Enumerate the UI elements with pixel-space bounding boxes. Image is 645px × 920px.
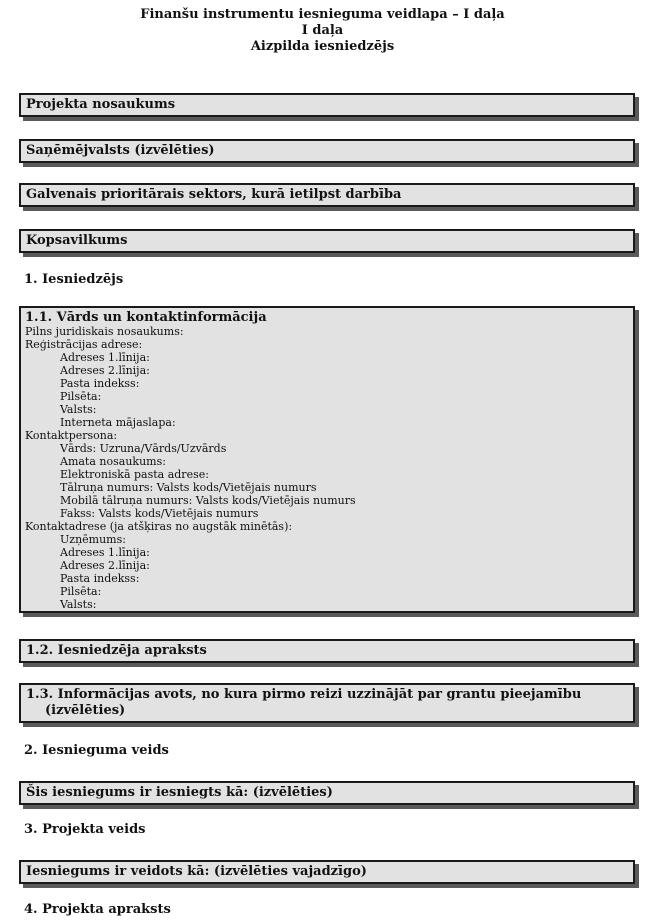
- contact-info-line: Pilsēta:: [60, 585, 102, 598]
- contact-info-line: Mobilā tālruņa numurs: Valsts kods/Vietējais numurs: [60, 494, 356, 507]
- contact-info-title: 1.1. Vārds un kontaktinformācija: [25, 310, 267, 325]
- contact-info-line: Adreses 1.līnija:: [60, 546, 150, 559]
- contact-info-line: Pasta indekss:: [60, 377, 140, 390]
- contact-info-box[interactable]: [19, 306, 635, 613]
- contact-info-line: Pilsēta:: [60, 390, 102, 403]
- contact-info-line: Kontaktadrese (ja atšķiras no augstāk minētās):: [25, 520, 293, 533]
- submitted-as-label: Šis iesniegums ir iesniegts kā: (izvēlēties): [26, 785, 333, 800]
- summary-label: Kopsavilkums: [26, 233, 128, 248]
- section-project-type-heading: 3. Projekta veids: [24, 822, 146, 837]
- submitted-as-select[interactable]: [19, 781, 635, 805]
- contact-info-line: Pasta indekss:: [60, 572, 140, 585]
- contact-info-line: Pilns juridiskais nosaukums:: [25, 325, 184, 338]
- applicant-description-field[interactable]: [19, 639, 635, 663]
- contact-info-line: Fakss: Valsts kods/Vietējais numurs: [60, 507, 259, 520]
- contact-info-line: Uzņēmums:: [60, 533, 126, 546]
- section-project-description-heading: 4. Projekta apraksts: [24, 902, 171, 917]
- contact-info-line: Adreses 1.līnija:: [60, 351, 150, 364]
- project-name-label: Projekta nosaukums: [26, 97, 176, 112]
- contact-info-line: Tālruņa numurs: Valsts kods/Vietējais numurs: [60, 481, 317, 494]
- form-header: [0, 0, 645, 55]
- info-source-field[interactable]: [19, 683, 635, 723]
- contact-info-line: Valsts:: [60, 598, 97, 611]
- contact-info-line: Vārds: Uzruna/Vārds/Uzvārds: [60, 442, 227, 455]
- contact-info-line: Amata nosaukums:: [60, 455, 166, 468]
- recipient-country-label: Saņēmējvalsts (izvēlēties): [26, 143, 215, 158]
- project-name-field[interactable]: [19, 93, 635, 117]
- contact-info-line: Interneta mājaslapa:: [60, 416, 176, 429]
- contact-info-line: Elektroniskā pasta adrese:: [60, 468, 209, 481]
- priority-sector-field[interactable]: [19, 183, 635, 207]
- recipient-country-field[interactable]: [19, 139, 635, 163]
- info-source-select-hint: (izvēlēties): [45, 703, 126, 718]
- applicant-description-label: 1.2. Iesniedzēja apraksts: [26, 643, 207, 658]
- contact-info-line: Adreses 2.līnija:: [60, 364, 150, 377]
- contact-info-lines: [25, 325, 629, 611]
- contact-info-line: Valsts:: [60, 403, 97, 416]
- created-as-select[interactable]: [19, 860, 635, 884]
- form-part: I daļa: [301, 23, 344, 38]
- contact-info-line: Kontaktpersona:: [25, 429, 118, 442]
- priority-sector-label: Galvenais prioritārais sektors, kurā ietilpst darbība: [26, 187, 402, 202]
- section-application-type-heading: 2. Iesnieguma veids: [24, 743, 169, 758]
- contact-info-line: Reģistrācijas adrese:: [25, 338, 143, 351]
- info-source-label: 1.3. Informācijas avots, no kura pirmo reizi uzzinājāt par grantu pieejamību: [26, 687, 582, 702]
- contact-info-line: Adreses 2.līnija:: [60, 559, 150, 572]
- form-subtitle: Aizpilda iesniedzējs: [250, 39, 395, 54]
- form-title: Finanšu instrumentu iesnieguma veidlapa – I daļa: [140, 7, 505, 22]
- created-as-label: Iesniegums ir veidots kā: (izvēlēties vajadzīgo): [26, 864, 367, 879]
- summary-field[interactable]: [19, 229, 635, 253]
- section-applicant-heading: 1. Iesniedzējs: [24, 272, 124, 287]
